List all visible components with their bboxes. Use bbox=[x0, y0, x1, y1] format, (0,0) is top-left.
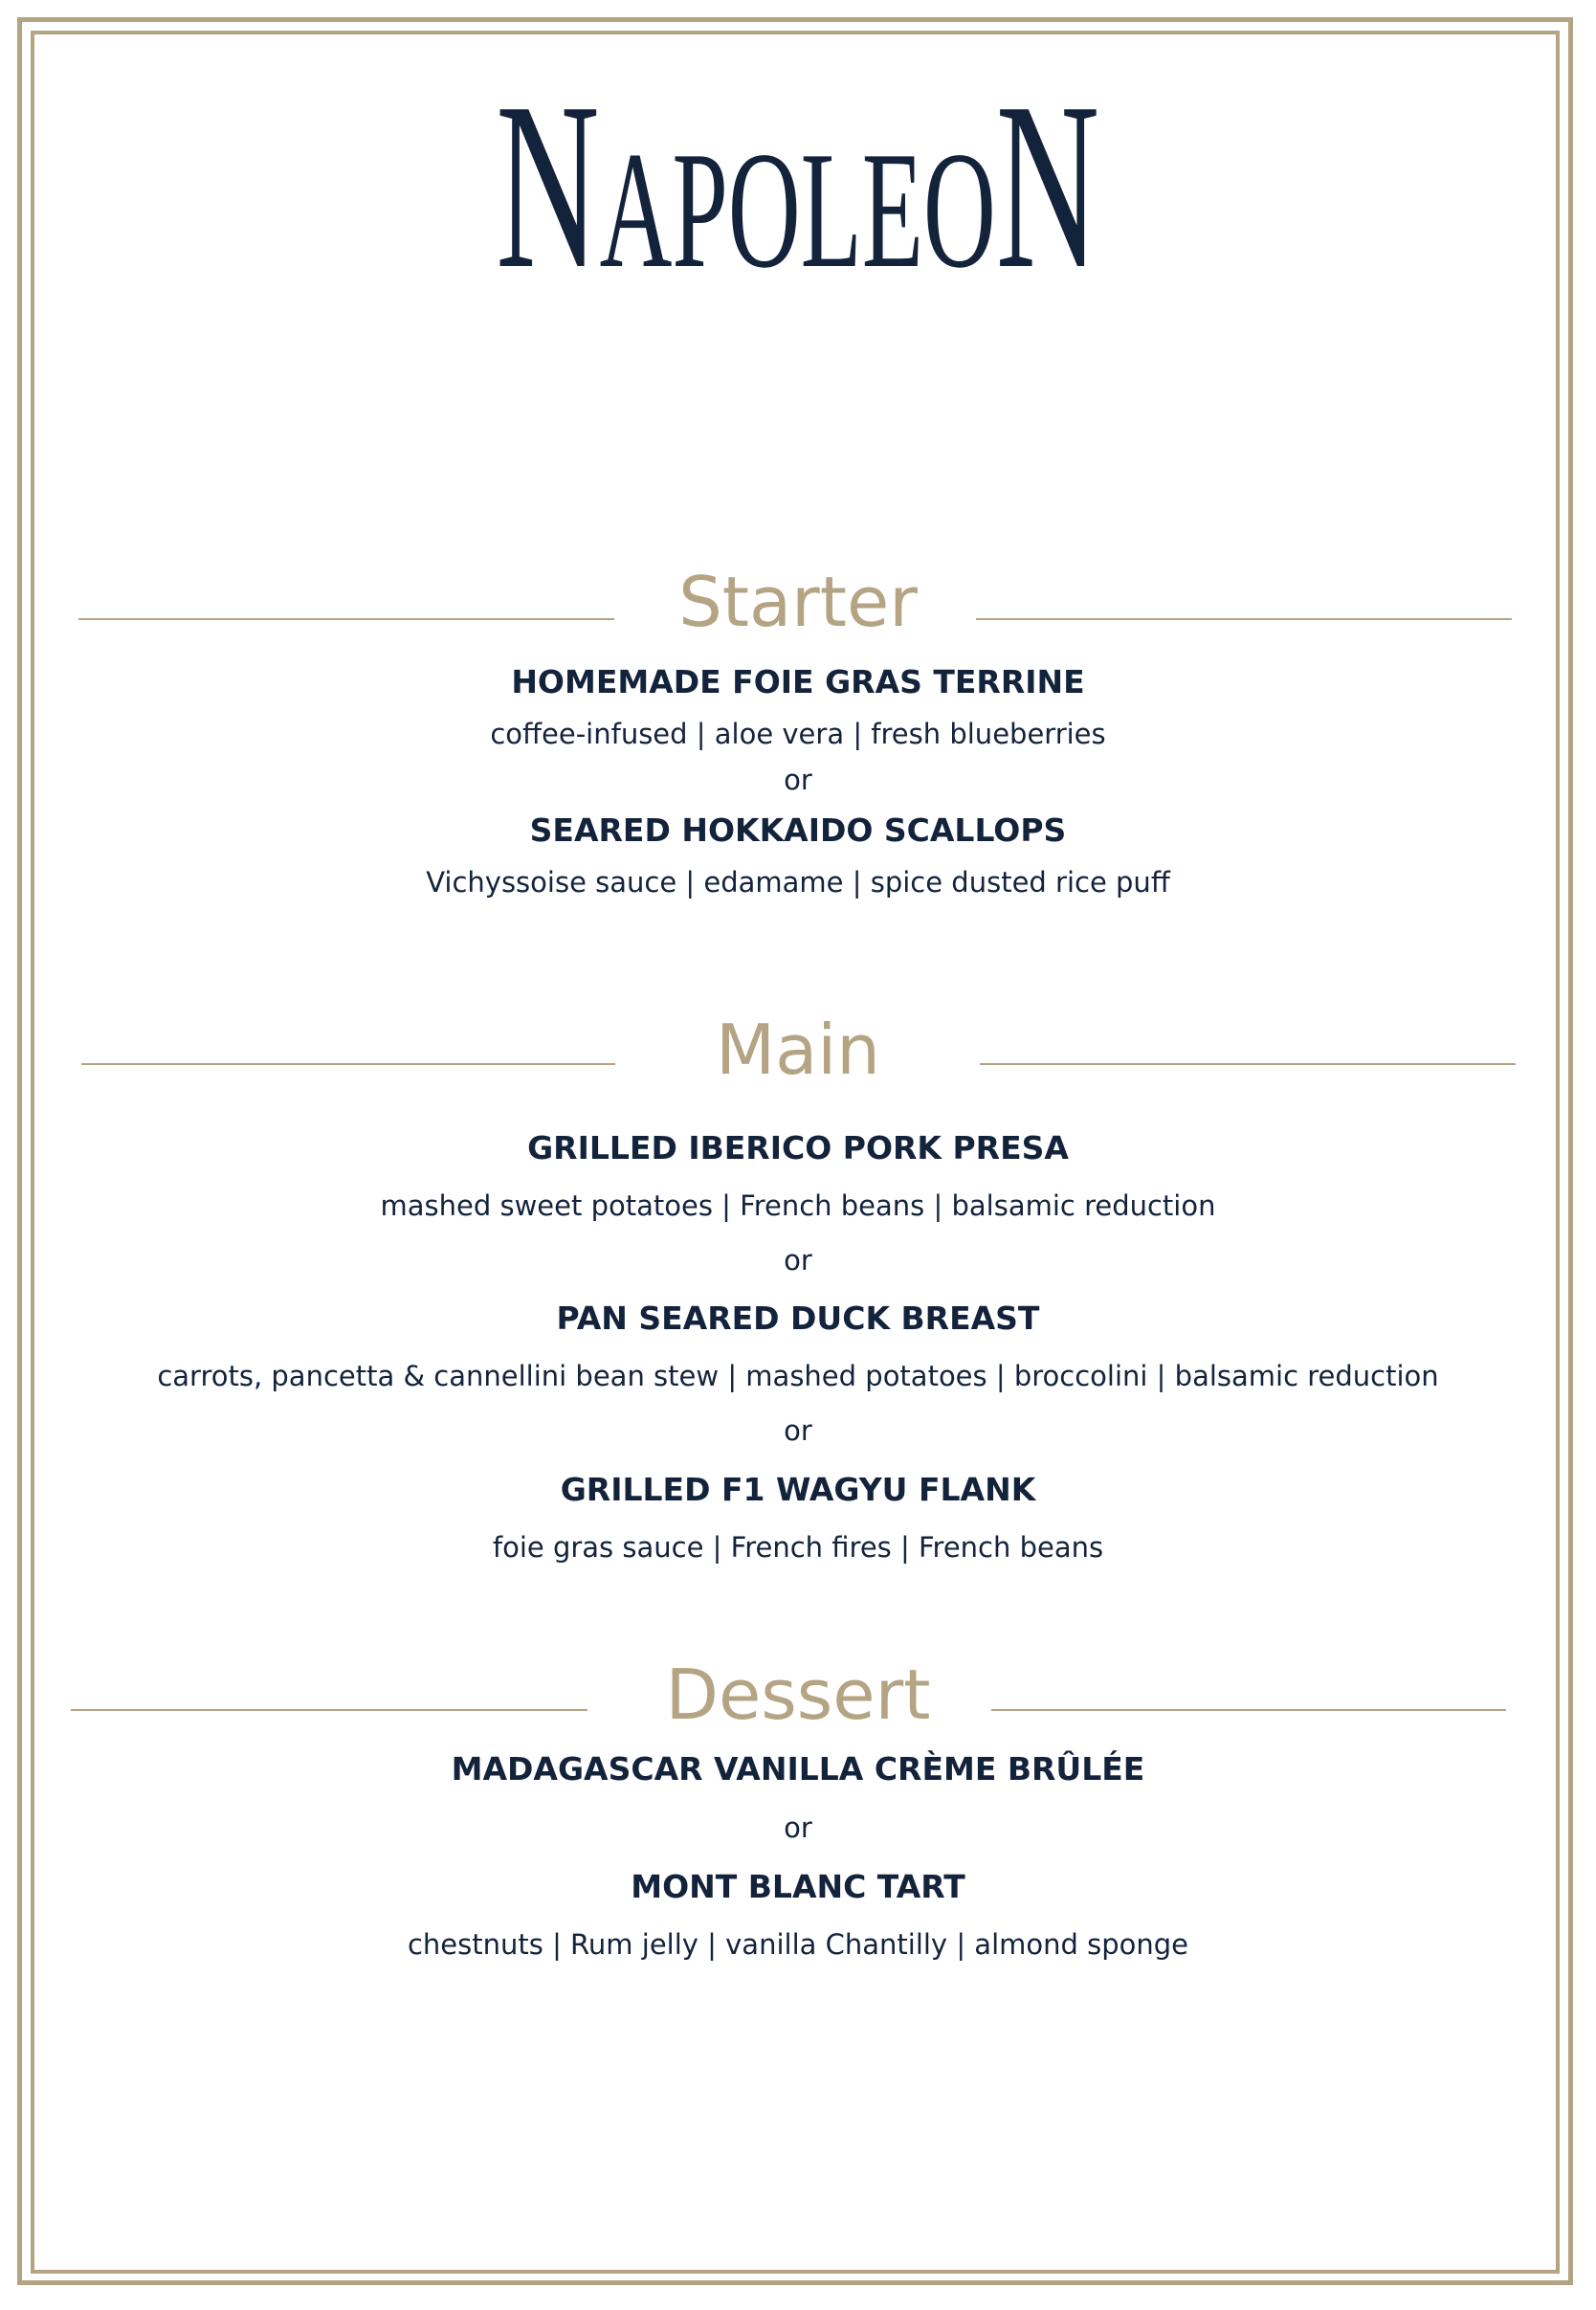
main-dish-1-name: GRILLED IBERICO PORK PRESA bbox=[527, 1129, 1069, 1166]
main-dish-3-name: GRILLED F1 WAGYU FLANK bbox=[560, 1471, 1036, 1508]
main-dish-3-description: foie gras sauce | French fires | French beans bbox=[492, 1531, 1104, 1564]
dessert-dish-2-description: chestnuts | Rum jelly | vanilla Chantilly | almond sponge bbox=[407, 1928, 1189, 1961]
main-or-1: or bbox=[784, 1244, 812, 1277]
restaurant-logo bbox=[0, 54, 1596, 319]
logo-letter: A bbox=[599, 117, 673, 302]
starter-dish-1-description: coffee-infused | aloe vera | fresh blueberries bbox=[490, 718, 1106, 750]
starter-or-1: or bbox=[784, 764, 812, 796]
starter-dish-1-name: HOMEMADE FOIE GRAS TERRINE bbox=[511, 663, 1085, 700]
logo-letter: O bbox=[923, 117, 997, 302]
dessert-dish-2-name: MONT BLANC TART bbox=[631, 1868, 965, 1905]
starter-dish-2-name: SEARED HOKKAIDO SCALLOPS bbox=[529, 811, 1067, 849]
logo-letter: N bbox=[996, 54, 1100, 319]
logo-letter: N bbox=[496, 54, 600, 319]
starter-title: Starter bbox=[678, 562, 918, 642]
logo-letter: E bbox=[862, 117, 924, 302]
logo-wordmark bbox=[496, 54, 1100, 319]
logo-letter: L bbox=[800, 117, 863, 302]
dessert-title: Dessert bbox=[665, 1655, 931, 1735]
main-dish-1-description: mashed sweet potatoes | French beans | balsamic reduction bbox=[380, 1189, 1216, 1222]
logo-letter: O bbox=[728, 117, 801, 302]
main-or-2: or bbox=[784, 1414, 812, 1447]
main-title: Main bbox=[716, 1010, 880, 1090]
dessert-or-1: or bbox=[784, 1811, 812, 1844]
main-dish-2-description: carrots, pancetta & cannellini bean stew | mashed potatoes | broccolini | balsamic reduction bbox=[157, 1360, 1439, 1392]
starter-dish-2-description: Vichyssoise sauce | edamame | spice dusted rice puff bbox=[426, 866, 1170, 899]
logo-letter: P bbox=[672, 117, 729, 302]
dessert-dish-1-name: MADAGASCAR VANILLA CRÈME BRÛLÉE bbox=[451, 1750, 1145, 1788]
main-dish-2-name: PAN SEARED DUCK BREAST bbox=[556, 1299, 1040, 1337]
